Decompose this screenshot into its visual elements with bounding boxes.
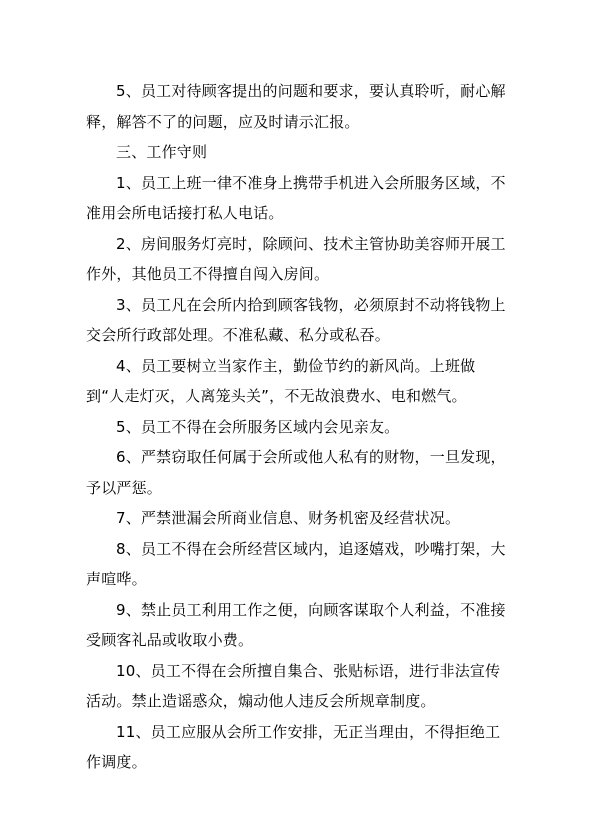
rule-item: 10、员工不得在会所擅自集合、张贴标语，进行非法宣传活动。禁止造谣惑众，煽动他人违反会所规章制度。 (86, 661, 501, 710)
rule-item: 4、员工要树立当家作主，勤俭节约的新风尚。上班做到“人走灯灭，人离笼头关”，不无故浪费水、电和燃气。 (86, 356, 476, 405)
rule-item: 7、严禁泄漏会所商业信息、财务机密及经营状况。 (116, 509, 461, 527)
section-heading: 三、工作守则 (116, 143, 208, 161)
rule-item: 1、员工上班一律不准身上携带手机进入会所服务区域，不准用会所电话接打私人电话。 (86, 173, 506, 222)
rule-item: 2、房间服务灯亮时，除顾问、技术主管协助美容师开展工作外，其他员工不得擅自闯入房间。 (86, 234, 506, 283)
rule-item: 3、员工凡在会所内拾到顾客钱物，必须原封不动将钱物上交会所行政部处理。不准私藏、私分或私吞。 (86, 295, 506, 344)
document-body (86, 76, 506, 778)
rule-item: 8、员工不得在会所经营区域内，追逐嬉戏，吵嘴打架，大声喧哗。 (86, 539, 506, 588)
rule-item: 5、员工不得在会所服务区域内会见亲友。 (116, 417, 400, 436)
rule-item: 9、禁止员工利用工作之便，向顾客谋取个人利益，不准接受顾客礼品或收取小费。 (86, 600, 506, 649)
rule-item: 6、严禁窃取任何属于会所或他人私有的财物，一旦发现，予以严惩。 (86, 448, 506, 497)
rule-item: 5、员工对待顾客提出的问题和要求，要认真聆听，耐心解释，解答不了的问题，应及时请示汇报。 (86, 82, 506, 131)
rule-item: 11、员工应服从会所工作安排，无正当理由，不得拒绝工作调度。 (86, 722, 501, 771)
